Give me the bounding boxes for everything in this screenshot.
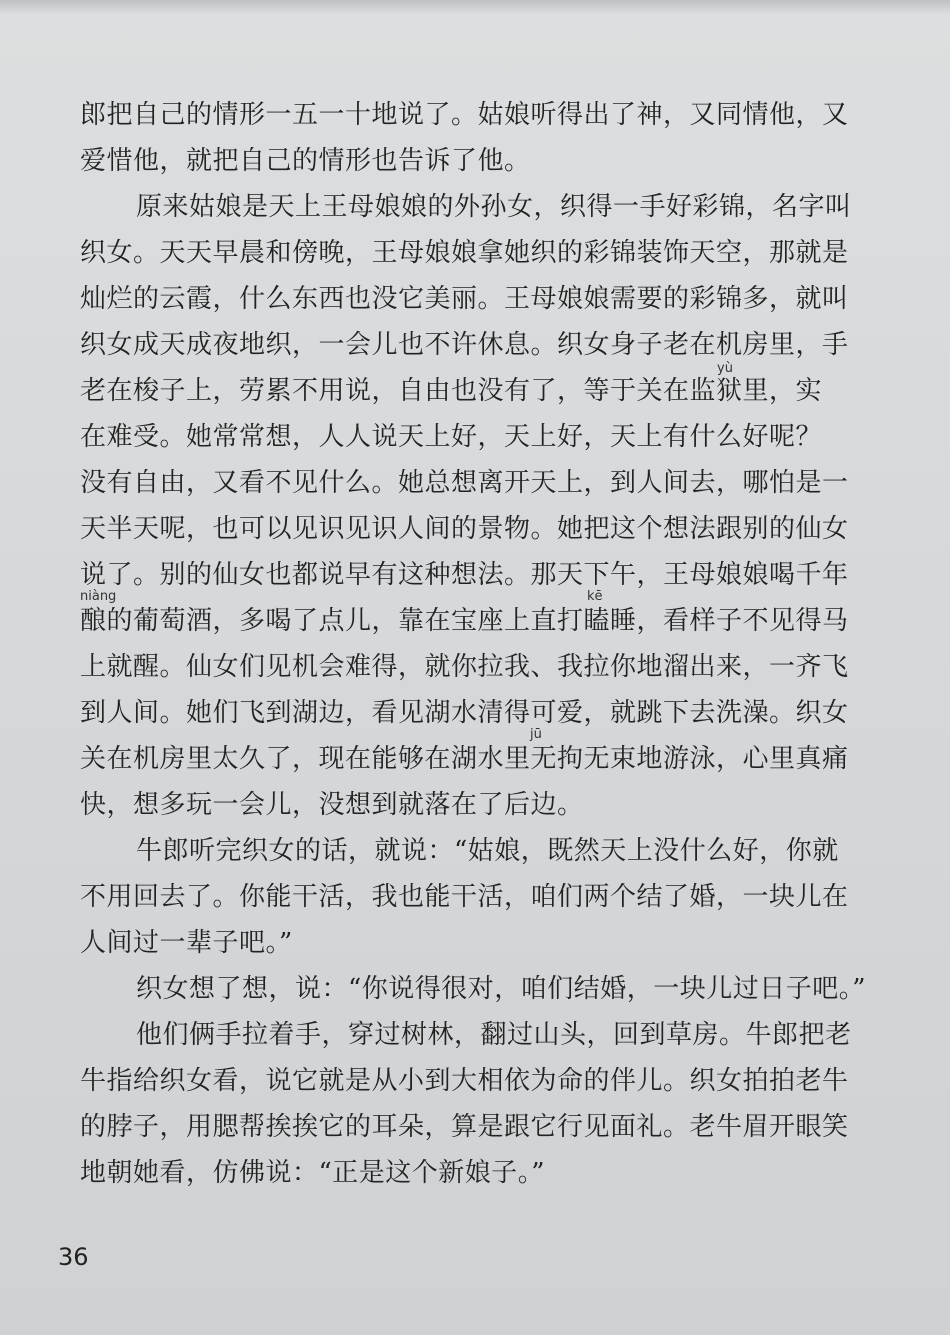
story-text (80, 92, 880, 1196)
text-line-with-annotation (80, 727, 880, 782)
text-line: 爱惜他，就把自己的情形也告诉了他。 (80, 146, 531, 176)
line-text: 酿的葡萄酒，多喝了点儿，靠在宝座上直打瞌睡，看样子不见得马 (80, 606, 849, 636)
text-line: 织女成天成夜地织，一会儿也不许休息。织女身子老在机房里，手 (80, 330, 849, 360)
text-line: 到人间。她们飞到湖边，看见湖水清得可爱，就跳下去洗澡。织女 (80, 698, 849, 728)
pinyin-annotation: yù (717, 361, 733, 376)
text-line: 郎把自己的情形一五一十地说了。姑娘听得出了神，又同情他，又 (80, 100, 849, 130)
line-text: 关在机房里太久了，现在能够在湖水里无拘无束地游泳，心里真痛 (80, 744, 849, 774)
line-text: 老在梭子上，劳累不用说，自由也没有了，等于关在监狱里，实 (80, 376, 823, 406)
text-line-with-annotation (80, 589, 880, 644)
text-line: 原来姑娘是天上王母娘娘的外孙女，织得一手好彩锦，名字叫 (136, 192, 852, 222)
text-line: 织女想了想，说：“你说得很对，咱们结婚，一块儿过日子吧。” (136, 974, 867, 1004)
text-line: 牛郎听完织女的话，就说：“姑娘，既然天上没什么好，你就 (136, 836, 839, 866)
page-number: 36 (58, 1243, 89, 1271)
pinyin-annotation: kē (587, 589, 603, 604)
text-line: 灿烂的云霞，什么东西也没它美丽。王母娘娘需要的彩锦多，就叫 (80, 284, 849, 314)
text-line: 的脖子，用腮帮挨挨它的耳朵，算是跟它行见面礼。老牛眉开眼笑 (80, 1112, 849, 1142)
text-line-with-annotation (80, 361, 880, 414)
text-line: 不用回去了。你能干活，我也能干活，咱们两个结了婚，一块儿在 (80, 882, 849, 912)
text-line: 天半天呢，也可以见识见识人间的景物。她把这个想法跟别的仙女 (80, 514, 849, 544)
text-line: 人间过一辈子吧。” (80, 928, 293, 958)
text-line: 在难受。她常常想，人人说天上好，天上好，天上有什么好呢？ (80, 422, 823, 452)
text-line: 说了。别的仙女也都说早有这种想法。那天下午，王母娘娘喝千年 (80, 560, 849, 590)
pinyin-annotation: niàng (80, 589, 117, 604)
text-line: 织女。天天早晨和傍晚，王母娘娘拿她织的彩锦装饰天空，那就是 (80, 238, 849, 268)
text-line: 地朝她看，仿佛说：“正是这个新娘子。” (80, 1158, 546, 1188)
text-line: 快，想多玩一会儿，没想到就落在了后边。 (80, 790, 584, 820)
pinyin-annotation: jū (530, 727, 542, 742)
text-line: 没有自由，又看不见什么。她总想离开天上，到人间去，哪怕是一 (80, 468, 849, 498)
text-line: 上就醒。仙女们见机会难得，就你拉我、我拉你地溜出来，一齐飞 (80, 652, 849, 682)
text-line: 牛指给织女看，说它就是从小到大相依为命的伴儿。织女拍拍老牛 (80, 1066, 849, 1096)
text-line: 他们俩手拉着手，穿过树林，翻过山头，回到草房。牛郎把老 (136, 1020, 852, 1050)
